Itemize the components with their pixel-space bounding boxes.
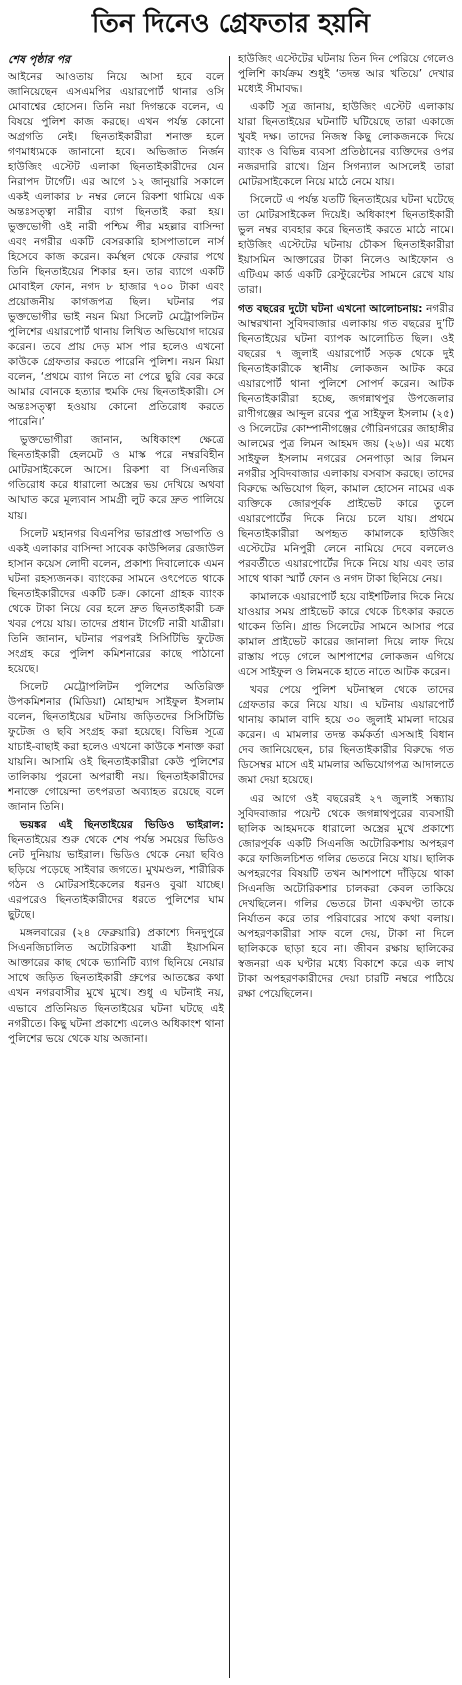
paragraph: আইনের আওতায় নিয়ে আসা হবে বলে জানিয়েছেন এসএমপির এয়ারপোর্ট থানার ওসি মোবাশ্বের হোসেন। তিনি নয়া দিগন্তকে বলেন, এ বিষয়ে পুলিশ কাজ করছে। এখন পর্যন্ত কোনো অগ্রগতি নেই। ছিনতাইকারীরা শনাক্ত হলে গণমাধ্যমকে জানানো হবে। অভিজাত নির্জন হাউজিং এস্টেট এলাকা ছিনতাইকারীদের যেন নিরাপদ টার্গেট। এর আগে ১২ জানুয়ারি সকালে একই এলাকার ৮ নম্বর লেনে রিকশা থামিয়ে এক অন্তঃসত্ত্বা নারীর ব্যাগ ছিনতাই করা হয়। ভুক্তভোগী ওই নারী পশ্চিম পীর মহল্লার বাসিন্দা এবং নগরীর একটি বেসরকারি হাসপাতালে নার্স হিসেবে কাজ করেন। কর্মস্থল থেকে ফেরার পথে তিনি ছিনতাইয়ের শিকার হন। তার ব্যাগে একটি মোবাইল ফোন, নগদ ৮ হাজার ৭০০ টাকা এবং প্রয়োজনীয় কাগজপত্র ছিল। ঘটনার পর ভুক্তভোগীর ভাই নয়ন মিয়া সিলেট মেট্রোপলিটন পুলিশের এয়ারপোর্ট থানায় লিখিত অভিযোগ দায়ের করেন। তবে প্রায় দেড় মাস পার হলেও এখনো কাউকে গ্রেফতার করতে পারেনি পুলিশ। নয়ন মিয়া বলেন, ‘প্রথমে ব্যাগ নিতে না পেরে ছুরি বের করে আমার বোনকে হত্যার হুমকি দেয় ছিনতাইকারী। সে অন্তঃসত্ত্বা হওয়ায় কোনো প্রতিরোধ করতে পারেনি।’ — [8, 70, 224, 429]
headline: তিন দিনেও গ্রেফতার হয়নি — [91, 9, 371, 39]
paragraph: কামালকে এয়ারপোর্ট হয়ে বাইশটিলার দিকে নিয়ে যাওয়ার সময় প্রাইভেট কারে থেকে চিৎকার করতে থাকেন তিনি। গ্রান্ড সিলেটের সামনে আসার পরে কামাল প্রাইভেট কারের জানালা দিয়ে লাফ দিয়ে রাস্তায় পড়ে গেলে আশপাশের লোকজন এগিয়ে এসে সাইফুল ও লিমনকে হাতে নাতে আটক করেন। — [238, 591, 454, 679]
left-column — [8, 52, 224, 1682]
right-column — [238, 52, 454, 1682]
paragraph: সিলেট মহানগর বিএনপির ভারপ্রাপ্ত সভাপতি ও একই এলাকার বাসিন্দা সাবেক কাউন্সিলর রেজাউল হাসান কয়েস লোদী বলেন, প্রকাশ্য দিবালোকে এমন ঘটনা রহস্যজনক। ব্যাংকের সামনে ওৎপেতে থাকে ছিনতাইকারীদের একটি চক্র। কোনো গ্রাহক ব্যাংক থেকে টাকা নিয়ে বের হলে দ্রুত ছিনতাইকারী চক্র খবর পেয়ে যায়। তাদের প্রধান টার্গেট নারী যাত্রীরা। তিনি জানান, ঘটনার পরপরই সিসিটিভি ফুটেজ সংগ্রহ করে পুলিশ কমিশনারের কাছে পাঠানো হয়েছে। — [8, 527, 224, 675]
subheading: গত বছরের দুটো ঘটনা এখনো আলোচনায়: — [238, 302, 423, 315]
paragraph: সিলেটে এ পর্যন্ত যতটি ছিনতাইয়ের ঘটনা ঘটেছে তা মোটরসাইকেল দিয়েই। অধিকাংশ ছিনতাইকারী ভুল নম্বর ব্যবহার করে ছিনতাই করতে মাঠে নামে। হাউজিং এস্টেটের ঘটনায় চৌকস ছিনতাইকারীরা ইয়াসমিন আক্তারের টাকা নিলেও আইফোন ও এটিএম কার্ড একটি রেস্টুরেন্টের সামনে রেখে যায় তারা। — [238, 194, 454, 297]
paragraph: খবর পেয়ে পুলিশ ঘটনাস্থল থেকে তাদের গ্রেফতার করে নিয়ে যায়। এ ঘটনায় এয়ারপোর্ট থানায় কামাল বাদি হয়ে ৩০ জুলাই মামলা দায়ের করেন। এ মামলার তদন্ত কর্মকর্তা এসআই বিধান দেব জানিয়েছেন, চার ছিনতাইকারীর বিরুদ্ধে গত ডিসেম্বর মাসে এই মামলার অভিযোগপত্র আদালতে জমা দেয়া হয়েছে। — [238, 684, 454, 787]
paragraph: এর আগে ওই বছরেরই ২৭ জুলাই সন্ধ্যায় সুবিদবাজার পয়েন্ট থেকে জগন্নাথপুরের ব্যবসায়ী ছালিক আহমদকে ধারালো অস্ত্রের মুখে প্রকাশ্যে জোরপূর্বক একটি সিএনজি অটোরিকশায় অপহরণ করে ফাজিলচিশত গলির ভেতরে নিয়ে যায়। ছালিক অপহরণের বিষয়টি তখন আশপাশে দাঁড়িয়ে থাকা সিএনজি অটোরিকশার চালকরা কেবল তাকিয়ে দেখছিলেন। গলির ভেতরে টানা একঘণ্টা তাকে নির্যাতন করে তার পরিবারের সাথে কথা বলায়। অপহরণকারীরা সাফ বলে দেয়, টাকা না দিলে ছালিককে ছাড়া হবে না। জীবন রক্ষায় ছালিকের স্বজনরা এক ঘণ্টার মধ্যে বিকাশে করে এক লাখ টাকা অপহরণকারীদের দেয়া চারটি নম্বরে পাঠিয়ে রক্ষা পেয়েছিলেন। — [238, 792, 454, 1000]
paragraph: হাউজিং এস্টেটের ঘটনায় তিন দিন পেরিয়ে গেলেও পুলিশি কার্যক্রম শুধুই ‘তদন্ত আর খতিয়ে’ দেখার মধ্যেই সীমাবদ্ধ। — [238, 53, 454, 96]
paragraph-text: ছিনতাইয়ের শুরু থেকে শেষ পর্যন্ত সময়ের ভিডিও নেট দুনিয়ায় ভাইরাল। ভিডিও থেকে নেয়া ছবিও ছড়িয়ে পড়েছে সাইবার জগতে। মুখমণ্ডল, শারীরিক গঠন ও মোটরসাইকেলের ধরনও বুঝা যাচ্ছে। এরপরেও ছিনতাইকারীদের ধরতে পুলিশের ঘাম ছুটছে। — [8, 834, 224, 922]
subheading: ভয়ঙ্কর এই ছিনতাইয়ের ভিডিও ভাইরাল: — [20, 819, 224, 832]
paragraph-with-subheading — [8, 818, 224, 923]
paragraph: ভুক্তভোগীরা জানান, অধিকাংশ ক্ষেত্রে ছিনতাইকারী হেলমেট ও মাস্ক পরে নম্বরবিহীন মোটরসাইকেলে আসে। রিকশা বা সিএনজির গতিরোধ করে ধারালো অস্ত্রের ভয় দেখিয়ে অথবা আঘাত করে মূল্যবান সামগ্রী লুট করে দ্রুত পালিয়ে যায়। — [8, 434, 224, 522]
continuation-label: শেষ পৃষ্ঠার পর — [8, 53, 71, 66]
paragraph: মঙ্গলবারের (২৪ ফেব্রুয়ারি) প্রকাশ্যে দিনদুপুরে সিএনজিচালিত অটোরিকশা যাত্রী ইয়াসমিন আক্তারের কাছ থেকে ভ্যানিটি ব্যাগ ছিনিয়ে নেয়ার সাথে জড়িত ছিনতাইকারী গ্রুপের আতঙ্কের কথা এখন নগরবাসীর মুখে মুখে। শুধু এ ঘটনাই নয়, এভাবে প্রতিনিয়ত ছিনতাইয়ের ঘটনা ঘটছে এই নগরীতে। কিছু ঘটনা প্রকাশ্যে এলেও অধিকাংশ থানা পুলিশের ভয়ে থেকে যায় অজানা। — [8, 927, 224, 1045]
paragraph-text: নগরীর আম্বরখানা সুবিদবাজার এলাকায় গত বছরের দু’টি ছিনতাইয়ের ঘটনা ব্যাপক আলোচিত ছিল। ওই বছরের ৭ জুলাই এয়ারপোর্ট সড়ক থেকে দুই ছিনতাইকারীকে স্থানীয় লোকজন আটক করে এয়ারপোর্ট থানা পুলিশে সোপর্দ করেন। আটক ছিনতাইকারীরা হচ্ছে, জগন্নাথপুর উপজেলার রাণীগঞ্জের আব্দুল রবের পুত্র সাইফুল ইসলাম (২৫) ও সিলেটের কোম্পানীগঞ্জের গৌরিনগরের জাহাঙ্গীর আলমের পুত্র লিমন আহমদ জয় (২৬)। এর মধ্যে সাইফুল ইসলাম নগরের সেনপাড়া আর লিমন নগরীর সুবিদবাজার এলাকায় বসবাস করছে। তাদের বিরুদ্ধে অভিযোগ ছিল, কামাল হোসেন নামের এক ব্যক্তিকে জোরপূর্বক প্রাইভেট কারে তুলে এয়ারপোর্টের দিকে নিয়ে চলে যায়। প্রথমে ছিনতাইকারীরা অপহৃত কামালকে হাউজিং এস্টেটের মনিপুরী লেনে নামিয়ে দেবে বললেও পরবর্তীতে এয়ারপোর্টের দিকে নিয়ে যায় এবং তার সাথে থাকা স্মার্ট ফোন ও নগদ টাকা ছিনিয়ে নেয়। — [238, 302, 454, 586]
column-divider — [229, 56, 230, 1678]
paragraph: একটি সূত্র জানায়, হাউজিং এস্টেট এলাকায় যারা ছিনতাইয়ের ঘটনাটি ঘটিয়েছে তারা একাজে খুবই দক্ষ। তাদের নিজস্ব কিছু লোকজনকে দিয়ে ব্যাংক ও বিভিন্ন ব্যবসা প্রতিষ্ঠানের ব্যক্তিদের ওপর নজরদারি রাখে। গ্রিন সিগন্যাল আসলেই তারা মোটরসাইকেলে নিয়ে মাঠে নেমে যায়। — [238, 101, 454, 189]
paragraph-with-subheading — [238, 302, 454, 588]
paragraph: সিলেট মেট্রোপলিটন পুলিশের অতিরিক্ত উপকমিশনার (মিডিয়া) মোহাম্মদ সাইফুল ইসলাম বলেন, ছিনতাইয়ের ঘটনায় জড়িতদের সিসিটিভি ফুটেজ ও ছবি সংগ্রহ করা হয়েছে। বিভিন্ন সূত্রে যাচাই-বাছাই করা হলেও এখনো কাউকে শনাক্ত করা যায়নি। আসামি ওই ছিনতাইকারীরা কেউ পুলিশের তালিকায় পুরনো অপরাধী নয়। ছিনতাইকারীদের শনাক্তে গোয়েন্দা তৎপরতা অব্যাহত রয়েছে বলে জানান তিনি। — [8, 680, 224, 814]
